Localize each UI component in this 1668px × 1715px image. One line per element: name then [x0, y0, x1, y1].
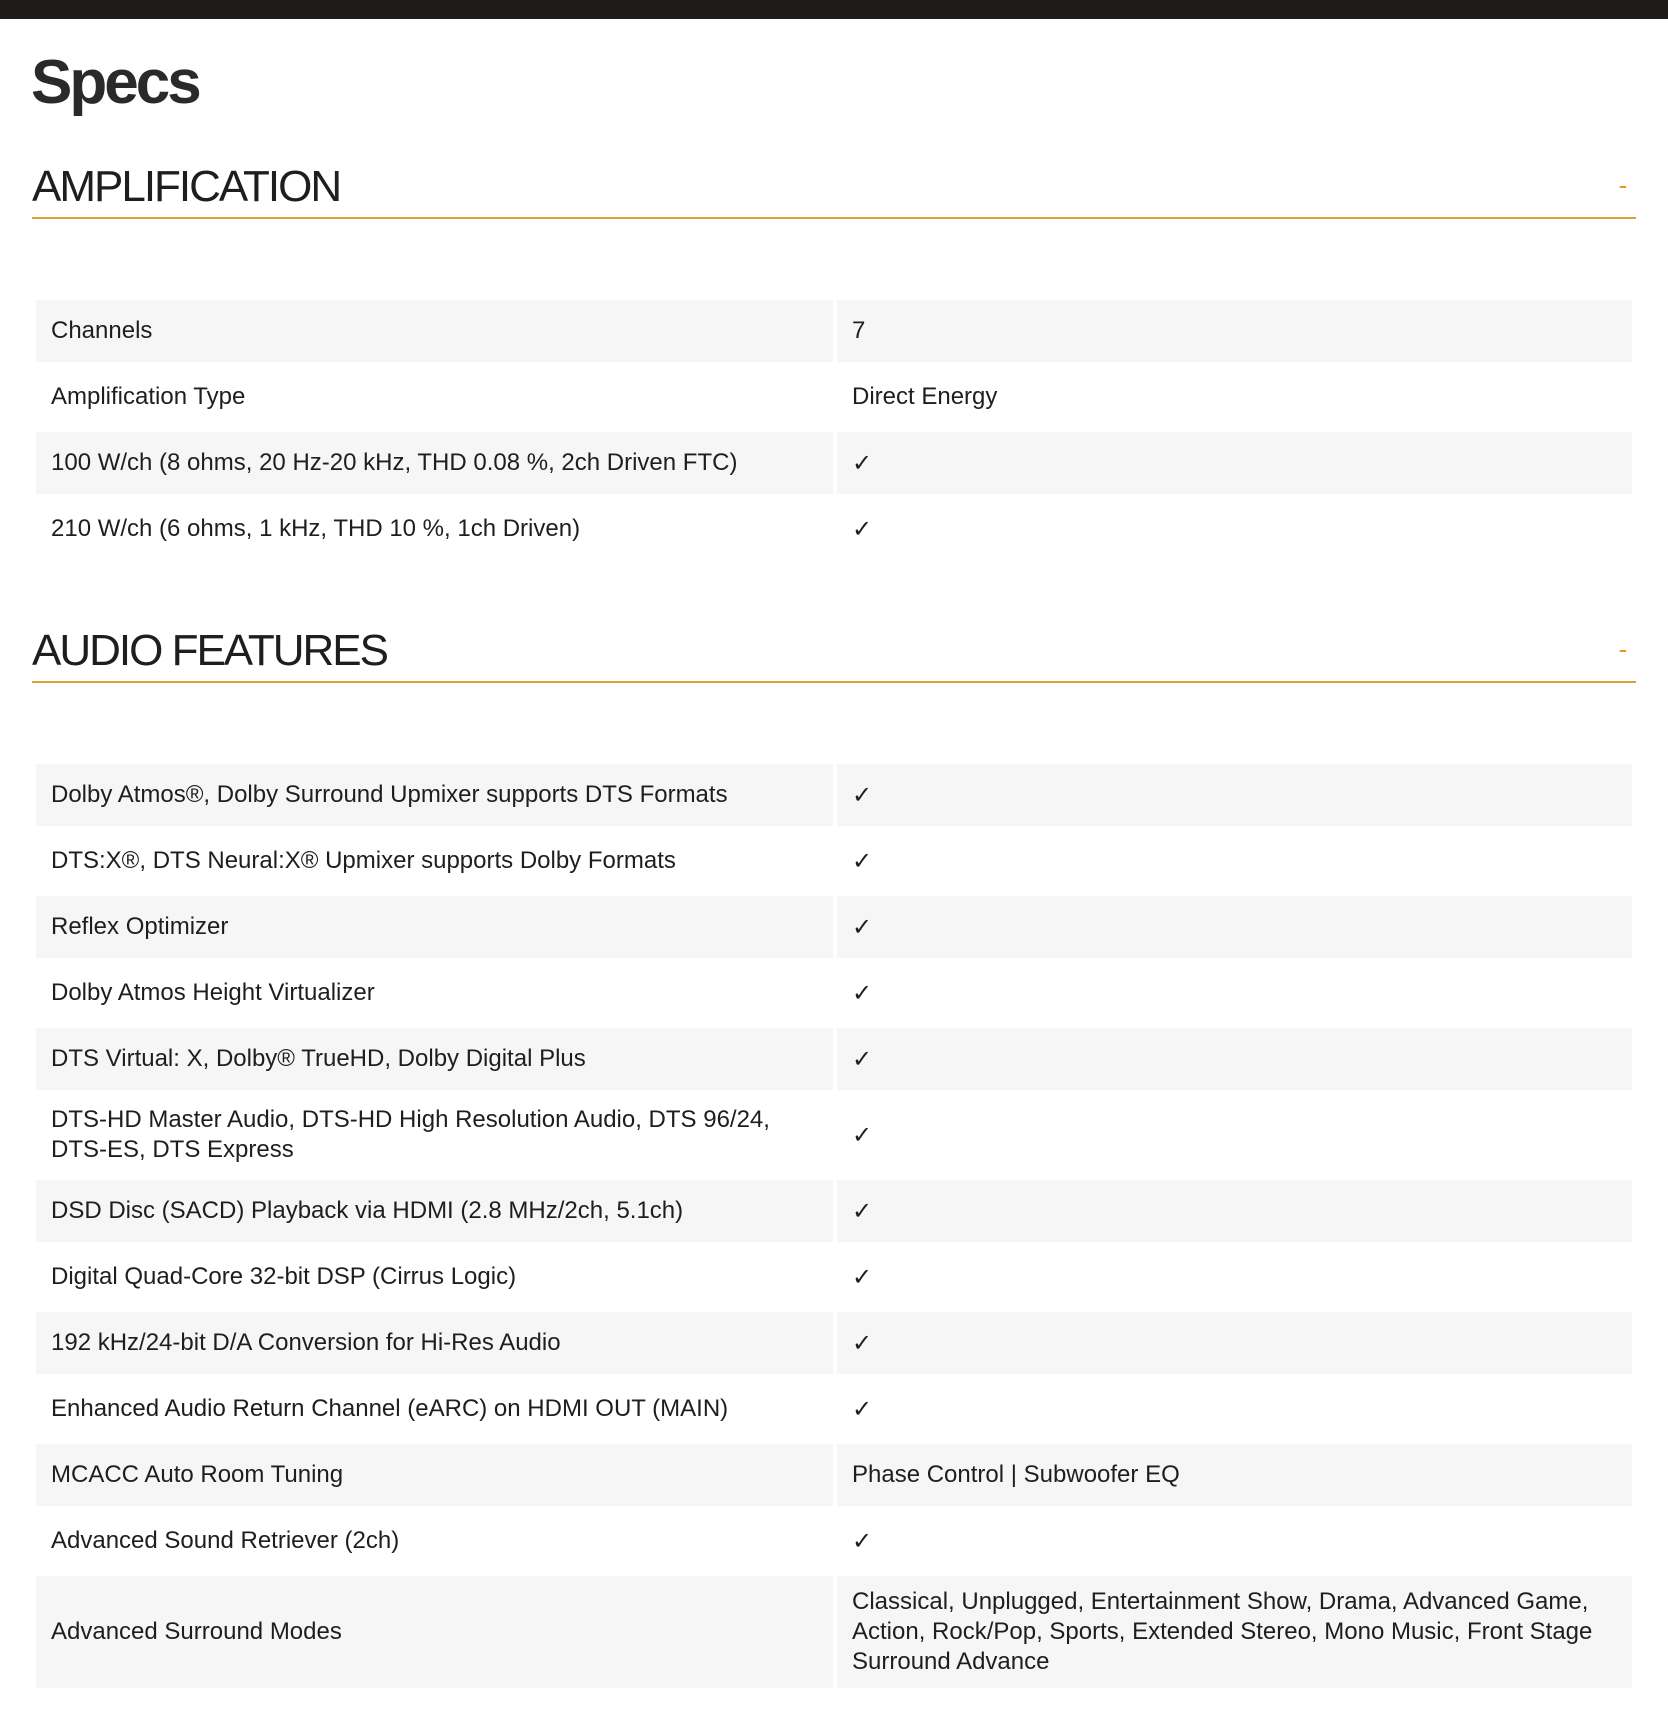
- table-row: [36, 498, 1632, 560]
- table-row: [36, 1576, 1632, 1688]
- spec-label: DTS Virtual: X, Dolby® TrueHD, Dolby Digital Plus: [36, 1028, 833, 1090]
- table-row: [36, 1246, 1632, 1308]
- check-icon: ✓: [837, 1246, 1632, 1308]
- table-row: [36, 962, 1632, 1024]
- table-row: [36, 366, 1632, 428]
- table-row: [36, 1180, 1632, 1242]
- collapse-icon[interactable]: -: [1618, 170, 1628, 200]
- spec-value: Direct Energy: [837, 366, 1632, 428]
- check-icon: ✓: [837, 896, 1632, 958]
- table-row: [36, 1510, 1632, 1572]
- section-title: AMPLIFICATION: [32, 162, 341, 211]
- spec-label: 100 W/ch (8 ohms, 20 Hz-20 kHz, THD 0.08 %, 2ch Driven FTC): [36, 432, 833, 494]
- spec-label: 210 W/ch (6 ohms, 1 kHz, THD 10 %, 1ch Driven): [36, 498, 833, 560]
- check-icon: ✓: [837, 962, 1632, 1024]
- table-row: [36, 1378, 1632, 1440]
- section-header-amplification[interactable]: [32, 157, 1636, 219]
- table-row: [36, 1028, 1632, 1090]
- check-icon: ✓: [837, 498, 1632, 560]
- spec-label: 192 kHz/24-bit D/A Conversion for Hi-Res Audio: [36, 1312, 833, 1374]
- spec-label: DSD Disc (SACD) Playback via HDMI (2.8 MHz/2ch, 5.1ch): [36, 1180, 833, 1242]
- audio-features-spec-table: [32, 760, 1636, 1692]
- table-row: [36, 1444, 1632, 1506]
- table-row: [36, 1312, 1632, 1374]
- table-row: [36, 1094, 1632, 1176]
- spec-label: Channels: [36, 300, 833, 362]
- check-icon: ✓: [837, 1180, 1632, 1242]
- check-icon: ✓: [837, 764, 1632, 826]
- spec-label: Reflex Optimizer: [36, 896, 833, 958]
- spec-label: Dolby Atmos Height Virtualizer: [36, 962, 833, 1024]
- spec-label: MCACC Auto Room Tuning: [36, 1444, 833, 1506]
- spec-value: Classical, Unplugged, Entertainment Show, Drama, Advanced Game, Action, Rock/Pop, Sports, Extended Stereo, Mono Music, Front Stage Surround Advance: [837, 1576, 1632, 1688]
- table-row: [36, 432, 1632, 494]
- check-icon: ✓: [837, 1094, 1632, 1176]
- table-row: [36, 830, 1632, 892]
- check-icon: ✓: [837, 1510, 1632, 1572]
- section-title: AUDIO FEATURES: [32, 626, 388, 675]
- check-icon: ✓: [837, 1028, 1632, 1090]
- section-header-audio-features[interactable]: [32, 621, 1636, 683]
- spec-label: DTS:X®, DTS Neural:X® Upmixer supports Dolby Formats: [36, 830, 833, 892]
- table-row: [36, 300, 1632, 362]
- spec-label: Amplification Type: [36, 366, 833, 428]
- spec-label: Enhanced Audio Return Channel (eARC) on HDMI OUT (MAIN): [36, 1378, 833, 1440]
- table-row: [36, 896, 1632, 958]
- spec-label: Advanced Surround Modes: [36, 1576, 833, 1688]
- top-bar: [0, 0, 1668, 19]
- spec-value: Phase Control | Subwoofer EQ: [837, 1444, 1632, 1506]
- spec-label: Advanced Sound Retriever (2ch): [36, 1510, 833, 1572]
- table-row: [36, 764, 1632, 826]
- spec-label: Dolby Atmos®, Dolby Surround Upmixer supports DTS Formats: [36, 764, 833, 826]
- spec-label: DTS-HD Master Audio, DTS-HD High Resolution Audio, DTS 96/24, DTS-ES, DTS Express: [36, 1094, 833, 1176]
- page-title: Specs: [31, 48, 199, 117]
- check-icon: ✓: [837, 432, 1632, 494]
- collapse-icon[interactable]: -: [1618, 634, 1628, 664]
- spec-value: 7: [837, 300, 1632, 362]
- check-icon: ✓: [837, 830, 1632, 892]
- amplification-spec-table: [32, 296, 1636, 564]
- check-icon: ✓: [837, 1312, 1632, 1374]
- spec-label: Digital Quad-Core 32-bit DSP (Cirrus Logic): [36, 1246, 833, 1308]
- check-icon: ✓: [837, 1378, 1632, 1440]
